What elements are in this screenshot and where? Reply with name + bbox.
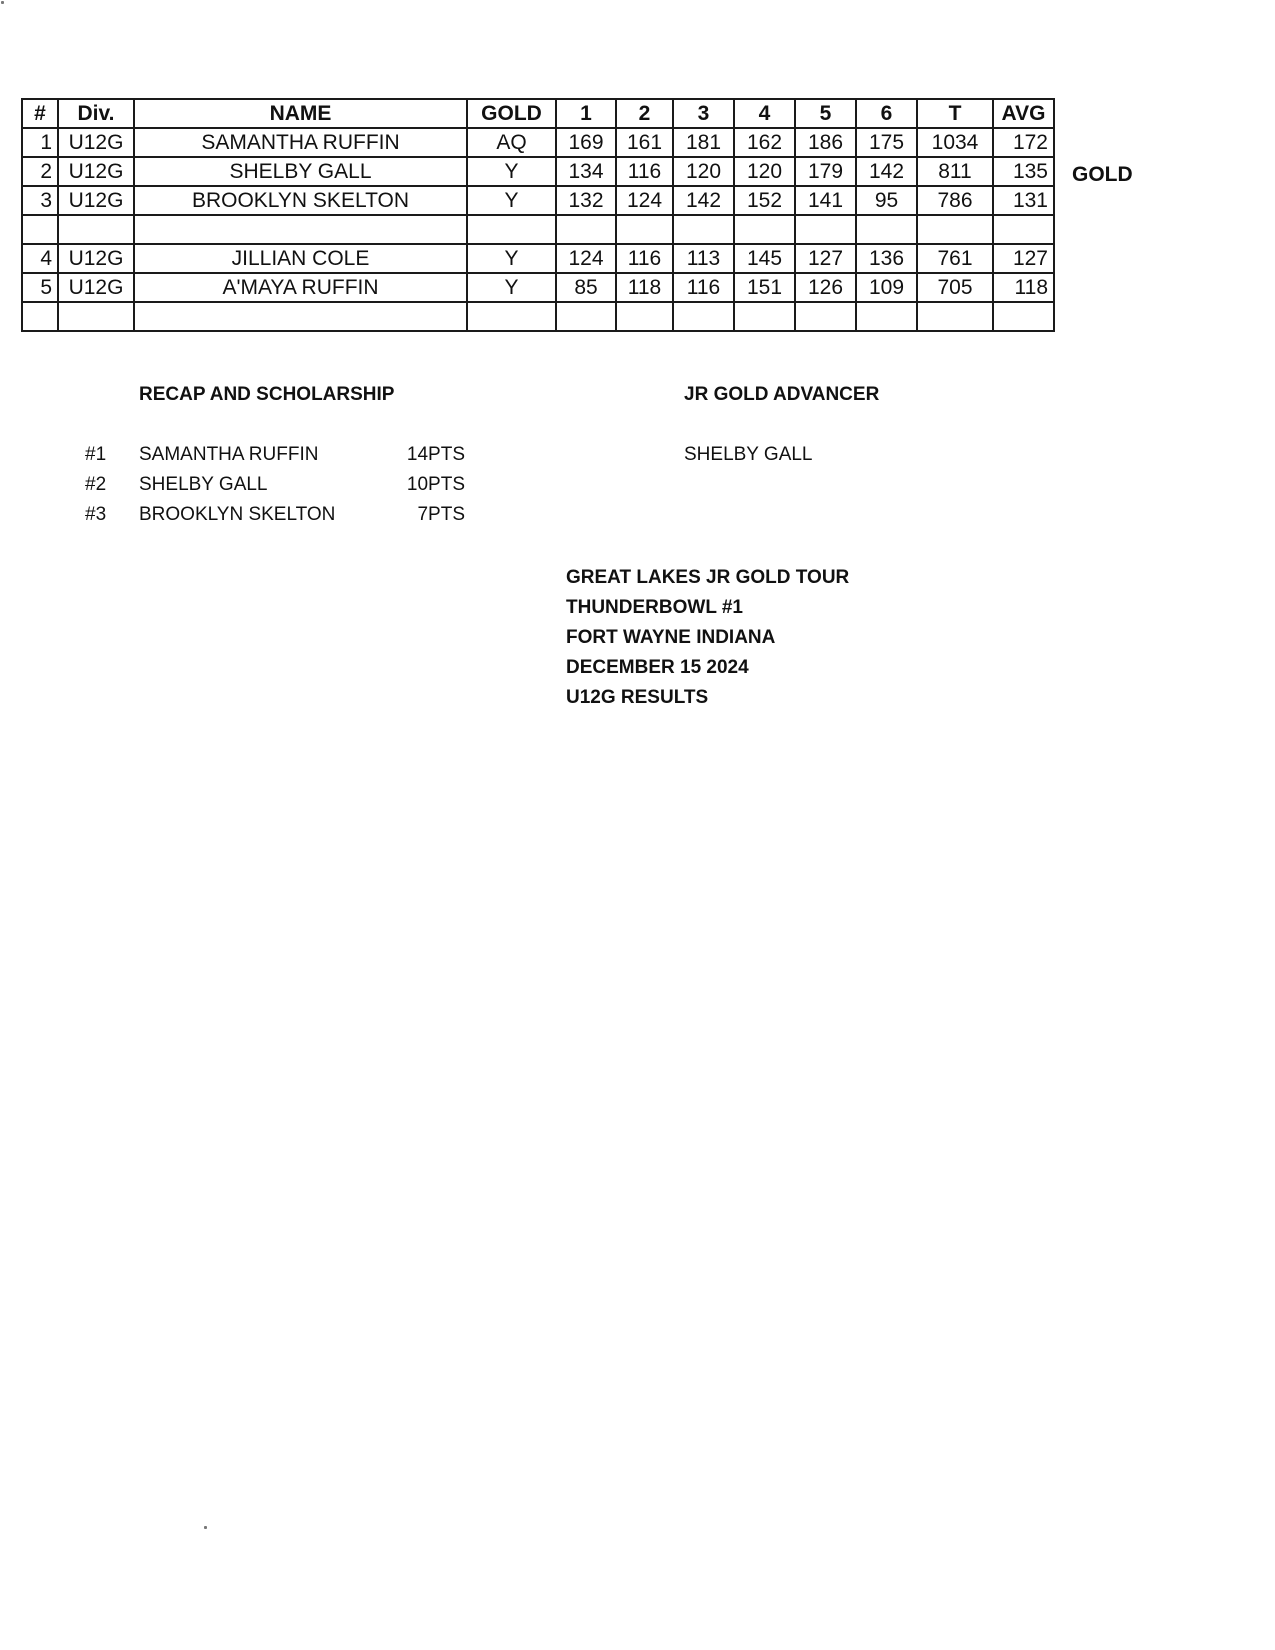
table-row [22,128,1054,157]
cell-game-5: 179 [795,157,856,186]
table-header-row [22,99,1054,128]
empty-cell [795,302,856,331]
scan-speck [204,1526,207,1529]
cell-game-4: 162 [734,128,795,157]
cell-game-6: 95 [856,186,917,215]
cell-game-3: 142 [673,186,734,215]
cell-game-6: 136 [856,244,917,273]
empty-cell [616,215,673,244]
empty-row [22,215,1054,244]
header-game-4: 4 [734,99,795,128]
event-date: DECEMBER 15 2024 [566,657,749,678]
recap-name: BROOKLYN SKELTON [139,504,336,525]
cell-game-1: 132 [556,186,616,215]
empty-cell [556,215,616,244]
empty-cell [856,215,917,244]
empty-cell [673,215,734,244]
header-game-6: 6 [856,99,917,128]
cell-game-4: 145 [734,244,795,273]
cell-game-1: 124 [556,244,616,273]
recap-name: SAMANTHA RUFFIN [139,444,319,465]
cell-game-6: 175 [856,128,917,157]
cell-average: 127 [993,244,1054,273]
empty-cell [22,215,58,244]
cell-gold: Y [467,186,556,215]
cell-average: 172 [993,128,1054,157]
empty-cell [134,302,467,331]
header-rank: # [22,99,58,128]
cell-gold: AQ [467,128,556,157]
recap-points: 14PTS [406,444,465,465]
cell-game-4: 120 [734,157,795,186]
recap-list [85,444,465,534]
header-game-1: 1 [556,99,616,128]
cell-game-1: 169 [556,128,616,157]
cell-name: SAMANTHA RUFFIN [134,128,467,157]
list-item [85,474,465,504]
recap-rank: #1 [85,444,107,465]
empty-cell [734,215,795,244]
cell-total: 761 [917,244,993,273]
cell-game-5: 141 [795,186,856,215]
empty-cell [734,302,795,331]
empty-cell [993,302,1054,331]
cell-game-3: 113 [673,244,734,273]
cell-game-5: 186 [795,128,856,157]
recap-heading: RECAP AND SCHOLARSHIP [139,384,395,405]
cell-total: 1034 [917,128,993,157]
cell-game-4: 151 [734,273,795,302]
cell-name: BROOKLYN SKELTON [134,186,467,215]
empty-cell [993,215,1054,244]
empty-cell [556,302,616,331]
cell-total: 786 [917,186,993,215]
cell-game-5: 127 [795,244,856,273]
scan-speck [1,1,4,4]
cell-total: 705 [917,273,993,302]
cell-division: U12G [58,186,134,215]
cell-average: 131 [993,186,1054,215]
empty-cell [467,302,556,331]
cell-game-6: 142 [856,157,917,186]
advancer-name: SHELBY GALL [684,444,813,465]
empty-cell [917,215,993,244]
cell-gold: Y [467,157,556,186]
cell-total: 811 [917,157,993,186]
table-row [22,186,1054,215]
cell-game-2: 124 [616,186,673,215]
cell-name: JILLIAN COLE [134,244,467,273]
cell-rank: 5 [22,273,58,302]
empty-cell [917,302,993,331]
table-row [22,273,1054,302]
cell-game-2: 118 [616,273,673,302]
cell-division: U12G [58,128,134,157]
recap-rank: #3 [85,504,107,525]
recap-name: SHELBY GALL [139,474,268,495]
event-location: FORT WAYNE INDIANA [566,627,776,648]
header-gold: GOLD [467,99,556,128]
empty-cell [467,215,556,244]
cell-name: SHELBY GALL [134,157,467,186]
recap-rank: #2 [85,474,107,495]
table-row [22,157,1054,186]
header-average: AVG [993,99,1054,128]
cell-game-6: 109 [856,273,917,302]
cell-game-5: 126 [795,273,856,302]
empty-cell [795,215,856,244]
cell-division: U12G [58,244,134,273]
gold-marker-label: GOLD [1072,163,1133,186]
list-item [85,444,465,474]
empty-cell [856,302,917,331]
empty-cell [134,215,467,244]
cell-average: 135 [993,157,1054,186]
recap-points: 7PTS [417,504,465,525]
empty-row [22,302,1054,331]
cell-gold: Y [467,244,556,273]
cell-game-2: 116 [616,157,673,186]
cell-rank: 3 [22,186,58,215]
recap-points: 10PTS [406,474,465,495]
empty-cell [673,302,734,331]
cell-rank: 1 [22,128,58,157]
table-row [22,244,1054,273]
empty-cell [616,302,673,331]
header-total: T [917,99,993,128]
event-info [566,563,849,713]
cell-division: U12G [58,273,134,302]
cell-game-2: 161 [616,128,673,157]
advancer-heading: JR GOLD ADVANCER [684,384,880,405]
cell-game-1: 85 [556,273,616,302]
header-game-2: 2 [616,99,673,128]
results-table [21,98,1055,332]
cell-game-4: 152 [734,186,795,215]
header-division: Div. [58,99,134,128]
empty-cell [22,302,58,331]
cell-gold: Y [467,273,556,302]
cell-game-3: 116 [673,273,734,302]
cell-name: A'MAYA RUFFIN [134,273,467,302]
cell-average: 118 [993,273,1054,302]
empty-cell [58,215,134,244]
list-item [85,504,465,534]
header-game-3: 3 [673,99,734,128]
event-tour: GREAT LAKES JR GOLD TOUR [566,567,850,588]
empty-cell [58,302,134,331]
cell-rank: 4 [22,244,58,273]
event-venue: THUNDERBOWL #1 [566,597,743,618]
cell-game-1: 134 [556,157,616,186]
cell-rank: 2 [22,157,58,186]
cell-game-2: 116 [616,244,673,273]
header-name: NAME [134,99,467,128]
cell-game-3: 120 [673,157,734,186]
cell-game-3: 181 [673,128,734,157]
event-results-label: U12G RESULTS [566,687,709,708]
cell-division: U12G [58,157,134,186]
header-game-5: 5 [795,99,856,128]
